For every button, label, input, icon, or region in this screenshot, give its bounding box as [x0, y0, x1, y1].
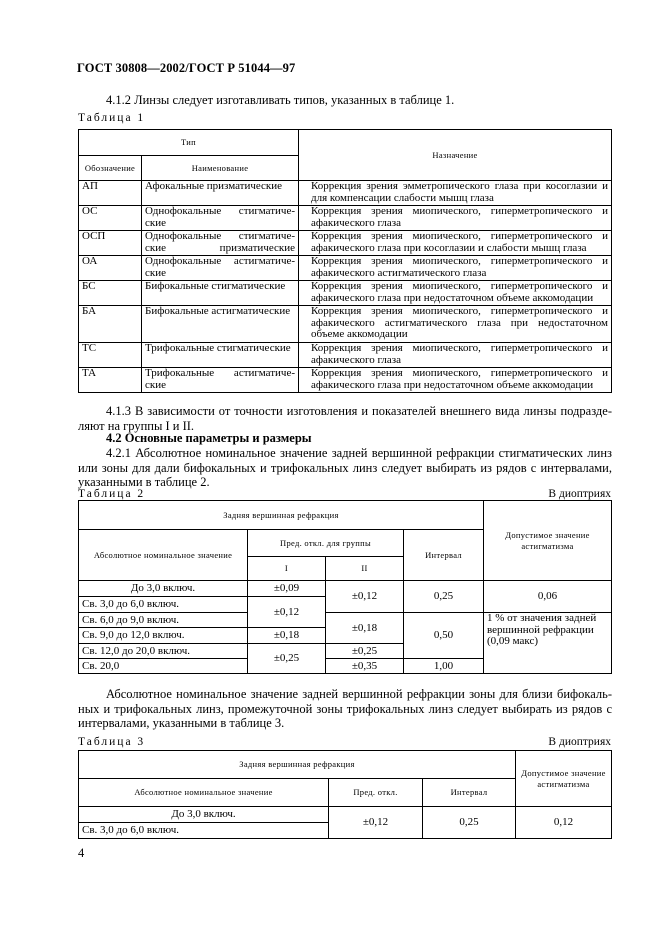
t2-head-deviation: Пред. откл. для группы — [248, 530, 404, 557]
t2-range: Св. 3,0 до 6,0 включ. — [79, 597, 248, 613]
t3-range: Св. 3,0 до 6,0 включ. — [79, 823, 329, 839]
t1-name: Афокальные призматические — [142, 181, 299, 206]
t1-name: Бифокальные стигматические — [142, 281, 299, 306]
t2-range: До 3,0 включ. — [79, 581, 248, 597]
table1-caption: Таблица 1 — [78, 112, 146, 124]
t2-head-group2: II — [326, 557, 404, 581]
t1-purpose: Коррекция зрения миопического, гиперметропического и афакического глаза при недостаточном объеме аккомодации — [299, 281, 612, 306]
section-4-2-title: 4.2 Основные параметры и размеры — [106, 431, 312, 445]
t1-head-name: Наименование — [142, 156, 299, 181]
t2-head-group1: I — [248, 557, 326, 581]
t1-purpose: Коррекция зрения эмметропического глаза при косоглазии и для компенсации слабости мышц глаза — [299, 181, 612, 206]
t3-head-rear-refraction: Задняя вершинная рефракция — [79, 751, 516, 779]
t2-group2-value: ±0,25 — [326, 644, 404, 659]
table-1 — [78, 129, 612, 393]
t2-head-astigmatism: Допустимое значение астигматизма — [484, 501, 612, 581]
t2-astigmatism-value: 1 % от значения задней вершинной рефракции (0,09 макс) — [484, 613, 612, 674]
t1-name: Трифокальные стигматические — [142, 343, 299, 368]
t1-purpose: Коррекция зрения миопического, гиперметропического и афакического астигматического глаза при недостаточном объеме аккомодации — [299, 306, 612, 343]
t2-group1-value: ±0,18 — [248, 628, 326, 644]
t2-astigmatism-value: 0,06 — [484, 581, 612, 613]
table-row — [79, 343, 612, 368]
t2-group2-value: ±0,18 — [326, 613, 404, 644]
t1-purpose: Коррекция зрения миопического, гиперметропического и афакического глаза — [299, 206, 612, 231]
table2-caption: Таблица 2 — [78, 488, 146, 500]
t2-group1-value: ±0,25 — [248, 644, 326, 674]
t2-range: Св. 12,0 до 20,0 включ. — [79, 644, 248, 659]
t2-group2-value: ±0,35 — [326, 659, 404, 674]
t2-group1-value: ±0,12 — [248, 597, 326, 628]
t1-code: БС — [79, 281, 142, 306]
t2-head-absolute: Абсолютное номинальное значение — [79, 530, 248, 581]
t1-code: ТС — [79, 343, 142, 368]
document-header: ГОСТ 30808—2002/ГОСТ Р 51044—97 — [77, 61, 296, 75]
t2-group2-value: ±0,12 — [326, 581, 404, 613]
t1-name: Однофокальные астигматиче-ские — [142, 256, 299, 281]
t1-name: Бифокальные астигматические — [142, 306, 299, 343]
t3-head-interval: Интервал — [423, 779, 516, 807]
t2-interval-value: 1,00 — [404, 659, 484, 674]
table-row — [79, 306, 612, 343]
t1-code: ОА — [79, 256, 142, 281]
t1-head-type: Тип — [79, 130, 299, 156]
t2-range: Св. 9,0 до 12,0 включ. — [79, 628, 248, 644]
t1-purpose: Коррекция зрения миопического, гиперметропического и афакического глаза при косоглазии и слабости мышц глаза — [299, 231, 612, 256]
t1-code: ОСП — [79, 231, 142, 256]
t1-code: ТА — [79, 368, 142, 393]
paragraph-near-zone: Абсолютное номинальное значение задней вершинной рефракции зоны для близи бифокаль-ных и трифокальных линз, промежуточной зоны трифокальных линз следует выбирать из рядов с интервалами, указанными в таблице 3. — [78, 687, 612, 730]
clause-4-1-2: 4.1.2 Линзы следует изготавливать типов, указанных в таблице 1. — [106, 93, 455, 107]
t1-name: Трифокальные астигматиче-ские — [142, 368, 299, 393]
table-3 — [78, 750, 612, 839]
clause-4-2-1: 4.2.1 Абсолютное номинальное значение задней вершинной рефракции стигматических линз или зоны для дали бифокальных и трифокальных линз следует выбирать из рядов с интервалами, указанными в таблице 2. — [78, 446, 612, 489]
t1-name: Однофокальные стигматиче-ские — [142, 206, 299, 231]
table-row — [79, 281, 612, 306]
table-row — [79, 231, 612, 256]
t3-range: До 3,0 включ. — [79, 807, 329, 823]
t1-code: ОС — [79, 206, 142, 231]
t3-head-astigmatism: Допустимое значение астигматизма — [516, 751, 612, 807]
t3-deviation-value: ±0,12 — [329, 807, 423, 839]
t1-purpose: Коррекция зрения миопического, гиперметропического и афакического астигматического глаза — [299, 256, 612, 281]
t2-range: Св. 6,0 до 9,0 включ. — [79, 613, 248, 628]
table-row — [79, 181, 612, 206]
t1-head-purpose: Назначение — [299, 130, 612, 181]
clause-4-1-3: 4.1.3 В зависимости от точности изготовления и показателей внешнего вида линзы подразде-ляют на группы I и II. — [78, 404, 612, 433]
t2-head-rear-refraction: Задняя вершинная рефракция — [79, 501, 484, 530]
table3-unit: В диоптриях — [548, 736, 611, 748]
t1-head-code: Обозначение — [79, 156, 142, 181]
t3-head-deviation: Пред. откл. — [329, 779, 423, 807]
table-row — [79, 368, 612, 393]
page-number: 4 — [78, 846, 85, 860]
t2-group1-value: ±0,09 — [248, 581, 326, 597]
t2-range: Св. 20,0 — [79, 659, 248, 674]
t2-head-interval: Интервал — [404, 530, 484, 581]
t2-interval-value: 0,50 — [404, 613, 484, 659]
t3-astigmatism-value: 0,12 — [516, 807, 612, 839]
t1-code: АП — [79, 181, 142, 206]
t3-interval-value: 0,25 — [423, 807, 516, 839]
t1-purpose: Коррекция зрения миопического, гиперметропического и афакического глаза при недостаточном объеме аккомодации — [299, 368, 612, 393]
table-row — [79, 256, 612, 281]
table2-unit: В диоптриях — [548, 488, 611, 500]
table3-caption: Таблица 3 — [78, 736, 146, 748]
t1-name: Однофокальные стигматиче-ские призматические — [142, 231, 299, 256]
t1-purpose: Коррекция зрения миопического, гиперметропического и афакического глаза — [299, 343, 612, 368]
t1-code: БА — [79, 306, 142, 343]
t3-head-absolute: Абсолютное номинальное значение — [79, 779, 329, 807]
t2-interval-value: 0,25 — [404, 581, 484, 613]
table-row — [79, 206, 612, 231]
table-2 — [78, 500, 612, 674]
